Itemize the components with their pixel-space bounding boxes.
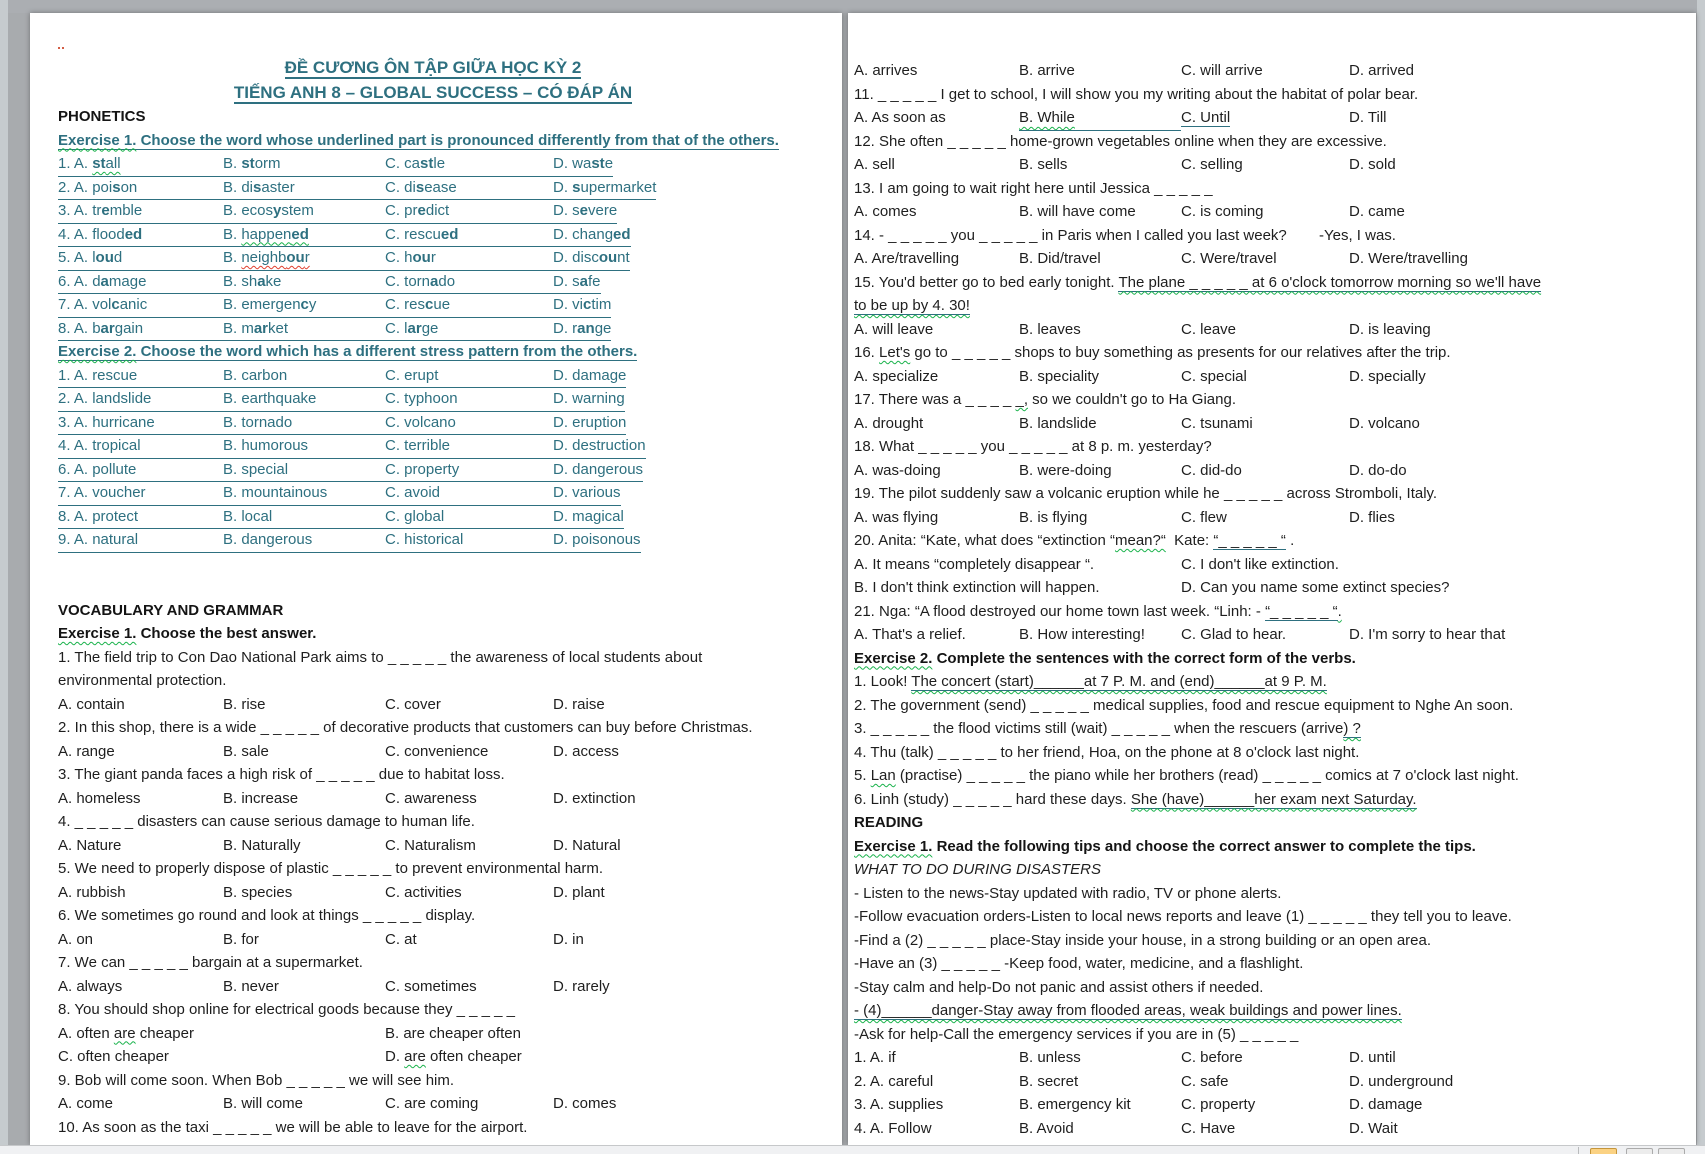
option-cell: D. damage	[553, 366, 627, 384]
question-line: environmental protection.	[58, 672, 227, 689]
option-cell: C. sometimes	[385, 977, 477, 995]
option-cell: C. global	[385, 507, 445, 525]
option-cell: 7. A. volcanic	[58, 296, 148, 313]
option-cell: D. severe	[553, 202, 618, 219]
option-cell: A. was-doing	[854, 461, 941, 479]
option-cell: B. landslide	[1019, 414, 1097, 432]
options-row	[854, 1046, 1686, 1070]
option-cell: D. various	[553, 484, 621, 501]
option-cell: D. underground	[1349, 1072, 1454, 1090]
option-cell: 1. A. stall	[58, 155, 121, 172]
option-cell: A. homeless	[58, 789, 141, 807]
option-cell: D. flies	[1349, 508, 1395, 526]
option-cell: B. sells	[1019, 156, 1068, 173]
option-cell: A. rubbish	[58, 883, 126, 901]
question-line: -Ask for help-Call the emergency services if you are in (5) _ _ _ _ _	[854, 1025, 1299, 1043]
option-cell: A. contain	[58, 695, 125, 713]
option-cell: C. did-do	[1181, 461, 1242, 479]
options-row	[58, 975, 808, 999]
option-cell: B. emergency	[223, 296, 317, 313]
options-row	[58, 1045, 808, 1069]
option-cell: C. before	[1181, 1049, 1243, 1066]
option-cell: D. Wait	[1349, 1119, 1398, 1137]
option-cell: A. often are cheaper	[58, 1024, 194, 1042]
phonetics-options-row	[58, 364, 808, 388]
section-heading: PHONETICS	[58, 108, 146, 125]
option-cell: B. While	[1019, 106, 1181, 131]
option-cell: C. Until	[1181, 109, 1231, 126]
window-edge-left	[0, 0, 8, 1145]
exercise-heading: Exercise 2. Choose the word which has a different stress pattern from the others.	[58, 343, 638, 360]
options-row	[58, 693, 808, 717]
option-cell: A. come	[58, 1095, 114, 1112]
option-cell: 9. A. natural	[58, 531, 139, 548]
option-cell: C. disease	[385, 178, 457, 196]
option-cell: A. always	[58, 977, 123, 995]
window-edge-right	[1697, 0, 1705, 1145]
option-cell: 2. A. poison	[58, 178, 138, 196]
option-cell: C. selling	[1181, 156, 1243, 173]
option-cell: C. castle	[385, 155, 446, 172]
option-cell: B. is flying	[1019, 508, 1088, 526]
option-cell: B. leaves	[1019, 320, 1081, 338]
option-cell: D. victim	[553, 296, 612, 313]
option-cell: B. arrive	[1019, 62, 1075, 79]
options-row	[58, 1022, 808, 1046]
question-line: - Listen to the news-Stay updated with radio, TV or phone alerts.	[854, 884, 1282, 902]
option-cell: C. rescue	[385, 296, 451, 313]
phonetics-options-row	[58, 458, 808, 482]
question-line: -Have an (3) _ _ _ _ _ -Keep food, water, medicine, and a flashlight.	[854, 955, 1304, 972]
option-cell: A. comes	[854, 203, 917, 220]
option-cell: B. are cheaper often	[385, 1024, 521, 1042]
web-layout-button[interactable]	[1658, 1148, 1685, 1154]
option-cell: D. extinction	[553, 789, 636, 807]
option-cell: C. leave	[1181, 320, 1237, 338]
reading-passage-title: WHAT TO DO DURING DISASTERS	[854, 861, 1101, 878]
option-cell: 2. A. careful	[854, 1072, 934, 1090]
phonetics-options-row	[58, 293, 808, 317]
options-row	[854, 623, 1686, 647]
option-cell: D. Natural	[553, 836, 621, 854]
read-mode-button[interactable]	[1590, 1148, 1617, 1154]
question-line: 5. Lan (practise) _ _ _ _ _ the piano while her brothers (read) _ _ _ _ _ comics at 7 o'clock last night.	[854, 767, 1519, 784]
option-cell: B. ecosystem	[223, 202, 314, 219]
phonetics-options-row	[58, 246, 808, 270]
question-text: 14. - _ _ _ _ _ you _ _ _ _ _ in Paris when I called you last week?	[854, 226, 1287, 244]
option-cell: B. neighbour	[223, 249, 310, 266]
option-cell: B. secret	[1019, 1072, 1079, 1090]
question-line: 3. The giant panda faces a high risk of _ _ _ _ _ due to habitat loss.	[58, 766, 505, 783]
option-cell: A. As soon as	[854, 109, 946, 126]
option-cell: D. rarely	[553, 977, 610, 995]
option-cell: B. earthquake	[223, 390, 317, 407]
question-line: 17. There was a _ _ _ _ _, so we couldn't go to Ha Giang.	[854, 391, 1237, 408]
print-layout-button[interactable]	[1626, 1148, 1653, 1154]
exercise-heading: Exercise 1. Choose the word whose underlined part is pronounced differently from that of the others.	[58, 131, 779, 149]
option-cell: C. is coming	[1181, 203, 1264, 220]
option-cell: C. special	[1181, 367, 1247, 385]
option-cell: C. activities	[385, 883, 462, 901]
question-line: 21. Nga: “A flood destroyed our home town last week. “Linh: - “_ _ _ _ _ “.	[854, 602, 1342, 620]
option-cell: D. volcano	[1349, 414, 1420, 432]
question-line: 8. You should shop online for electrical goods because they _ _ _ _ _	[58, 1001, 515, 1018]
option-cell: 4. A. tropical	[58, 437, 141, 454]
option-cell: C. Were/travel	[1181, 250, 1277, 267]
phonetics-options-row	[58, 387, 808, 411]
option-cell: D. poisonous	[553, 531, 641, 548]
option-cell: 6. A. pollute	[58, 460, 137, 478]
question-line: 15. You'd better go to bed early tonight. The plane _ _ _ _ _ at 6 o'clock tomorrow morning so we'll have	[854, 273, 1542, 291]
answer-aside: -Yes, I was.	[1319, 226, 1396, 244]
option-cell: B. will have come	[1019, 203, 1136, 220]
phonetics-options-row	[58, 270, 808, 294]
options-row	[854, 412, 1686, 436]
option-cell: C. erupt	[385, 366, 439, 384]
phonetics-options-row	[58, 176, 808, 200]
question-line: 4. _ _ _ _ _ disasters can cause serious damage to human life.	[58, 813, 475, 830]
option-cell: B. special	[223, 460, 289, 478]
options-row	[854, 59, 1686, 83]
option-cell: B. Avoid	[1019, 1119, 1074, 1137]
options-row	[854, 1117, 1686, 1141]
question-line: 2. The government (send) _ _ _ _ _ medical supplies, food and rescue equipment to Nghe An soon.	[854, 696, 1514, 714]
option-cell: D. waste	[553, 155, 614, 172]
question-line: -Follow evacuation orders-Listen to local news reports and leave (1) _ _ _ _ _ they tell you to leave.	[854, 908, 1512, 925]
option-cell: B. Did/travel	[1019, 250, 1101, 267]
option-cell: C. property	[1181, 1096, 1256, 1113]
option-cell: C. property	[385, 460, 460, 478]
options-row	[854, 247, 1686, 271]
question-line: 10. As soon as the taxi _ _ _ _ _ we will be able to leave for the airport.	[58, 1118, 528, 1136]
phonetics-options-row	[58, 223, 808, 247]
option-cell: D. warning	[553, 390, 625, 407]
question-line	[854, 224, 1686, 248]
options-row	[58, 787, 808, 811]
option-cell: D. changed	[553, 225, 631, 243]
option-cell: 1. A. if	[854, 1049, 896, 1066]
option-cell: D. safe	[553, 272, 601, 290]
blank-line	[58, 552, 808, 576]
annotation-mark	[58, 43, 64, 49]
option-cell: C. awareness	[385, 789, 477, 807]
option-cell: A. sell	[854, 156, 895, 173]
options-row	[58, 834, 808, 858]
option-cell: D. damage	[1349, 1096, 1423, 1113]
phonetics-options-row	[58, 152, 808, 176]
option-cell: C. tsunami	[1181, 414, 1253, 432]
option-cell: C. convenience	[385, 742, 489, 760]
option-cell: A. on	[58, 930, 94, 948]
option-cell: C. large	[385, 319, 439, 337]
option-cell: C. predict	[385, 202, 450, 219]
option-cell: 8. A. bargain	[58, 319, 144, 337]
phonetics-options-row	[58, 199, 808, 223]
option-cell: C. typhoon	[385, 390, 458, 407]
option-cell: D. plant	[553, 883, 605, 901]
option-cell: D. range	[553, 319, 612, 337]
option-cell: B. tornado	[223, 413, 293, 431]
option-cell: D. Till	[1349, 109, 1387, 126]
question-line: to be up by 4. 30!	[854, 297, 970, 314]
option-cell: B. I don't think extinction will happen.	[854, 579, 1100, 596]
option-cell: D. magical	[553, 507, 624, 525]
options-row	[854, 365, 1686, 389]
blank-line	[58, 575, 808, 599]
question-line: 4. Thu (talk) _ _ _ _ _ to her friend, Hoa, on the phone at 8 o'clock last night.	[854, 743, 1360, 761]
option-cell: D. raise	[553, 695, 605, 713]
exercise-heading: Exercise 1. Read the following tips and choose the correct answer to complete the tips.	[854, 837, 1476, 855]
document-title: TIẾNG ANH 8 – GLOBAL SUCCESS – CÓ ĐÁP ÁN	[233, 83, 633, 102]
phonetics-options-row	[58, 528, 808, 552]
option-cell: D. supermarket	[553, 178, 657, 196]
option-cell: B. Naturally	[223, 836, 301, 854]
option-cell: C. often cheaper	[58, 1048, 169, 1065]
question-line: 1. The field trip to Con Dao National Park aims to _ _ _ _ _ the awareness of local students about	[58, 648, 703, 666]
options-row	[854, 318, 1686, 342]
phonetics-options-row	[58, 505, 808, 529]
option-cell: C. Have	[1181, 1119, 1236, 1137]
option-cell: C. avoid	[385, 484, 441, 501]
option-cell: D. until	[1349, 1049, 1396, 1066]
section-heading: VOCABULARY AND GRAMMAR	[58, 601, 284, 619]
page-right[interactable]	[848, 13, 1696, 1145]
option-cell: D. destruction	[553, 437, 646, 454]
option-cell: B. market	[223, 319, 289, 337]
question-line: -Stay calm and help-Do not panic and assist others if needed.	[854, 978, 1264, 996]
option-cell: 7. A. voucher	[58, 484, 146, 501]
option-cell: D. dangerous	[553, 460, 644, 478]
option-cell: D. Were/travelling	[1349, 250, 1468, 267]
phonetics-options-row	[58, 317, 808, 341]
option-cell: D. came	[1349, 203, 1405, 220]
option-cell: A. Nature	[58, 836, 122, 854]
option-cell: A. was flying	[854, 508, 939, 526]
option-cell: B. storm	[223, 155, 281, 172]
option-cell: A. It means “completely disappear “.	[854, 555, 1095, 573]
option-cell: B. emergency kit	[1019, 1096, 1131, 1113]
option-cell: B. speciality	[1019, 367, 1100, 385]
option-cell: D. do-do	[1349, 461, 1407, 479]
option-cell: D. is leaving	[1349, 320, 1431, 338]
option-cell: D. Can you name some extinct species?	[1181, 579, 1450, 596]
option-cell: 4. A. Follow	[854, 1119, 932, 1137]
option-cell: C. hour	[385, 249, 436, 266]
option-cell: 2. A. landslide	[58, 390, 152, 407]
options-row	[854, 1093, 1686, 1117]
question-line: 3. _ _ _ _ _ the flood victims still (wait) _ _ _ _ _ when the rescuers (arrive) ?	[854, 720, 1361, 737]
option-cell: B. carbon	[223, 366, 288, 384]
option-cell: 4. A. flooded	[58, 225, 143, 243]
question-line: 6. Linh (study) _ _ _ _ _ hard these days. She (have)______her exam next Saturday.	[854, 790, 1417, 808]
option-cell: B. disaster	[223, 178, 295, 196]
question-line: -Find a (2) _ _ _ _ _ place-Stay inside your house, in a strong building or an open area.	[854, 931, 1432, 949]
option-cell: 3. A. supplies	[854, 1096, 944, 1113]
option-cell: B. unless	[1019, 1049, 1081, 1066]
question-line: 6. We sometimes go round and look at things _ _ _ _ _ display.	[58, 907, 476, 924]
option-cell: C. historical	[385, 531, 464, 548]
option-cell: 3. A. hurricane	[58, 413, 155, 431]
question-line: - (4)______danger-Stay away from flooded areas, weak buildings and power lines.	[854, 1002, 1402, 1019]
options-row	[58, 928, 808, 952]
options-row	[854, 459, 1686, 483]
option-cell: A. That's a relief.	[854, 626, 966, 643]
document-title: ĐỀ CƯƠNG ÔN TẬP GIỮA HỌC KỲ 2	[284, 58, 582, 77]
question-line: 2. In this shop, there is a wide _ _ _ _ _ of decorative products that customers can buy before Christmas.	[58, 719, 753, 736]
question-line: 19. The pilot suddenly saw a volcanic eruption while he _ _ _ _ _ across Stromboli, Italy.	[854, 485, 1438, 502]
exercise-heading: Exercise 2. Complete the sentences with the correct form of the verbs.	[854, 649, 1356, 667]
question-line: 12. She often _ _ _ _ _ home-grown vegetables online when they are excessive.	[854, 132, 1387, 150]
option-cell: B. were-doing	[1019, 461, 1112, 479]
option-cell: A. specialize	[854, 367, 939, 385]
options-row	[854, 506, 1686, 530]
option-cell: B. mountainous	[223, 484, 328, 501]
options-row	[58, 740, 808, 764]
option-cell: C. I don't like extinction.	[1181, 555, 1339, 573]
options-row	[854, 106, 1686, 130]
option-cell: 8. A. protect	[58, 507, 139, 525]
options-row	[854, 1070, 1686, 1094]
section-heading: READING	[854, 814, 924, 831]
page-left[interactable]	[30, 13, 842, 1145]
option-cell: C. will arrive	[1181, 62, 1263, 79]
option-cell: B. species	[223, 883, 293, 901]
option-cell: D. access	[553, 742, 619, 760]
exercise-heading: Exercise 1. Choose the best answer.	[58, 625, 317, 642]
question-line: 16. Let's go to _ _ _ _ _ shops to buy something as presents for our relatives after the trip.	[854, 344, 1451, 361]
option-cell: D. are often cheaper	[385, 1048, 522, 1065]
option-cell: B. will come	[223, 1095, 304, 1112]
option-cell: B. rise	[223, 695, 266, 713]
option-cell: B. How interesting!	[1019, 626, 1145, 643]
options-row	[854, 576, 1686, 600]
phonetics-options-row	[58, 411, 808, 435]
option-cell: C. rescued	[385, 225, 459, 243]
question-line: 7. We can _ _ _ _ _ bargain at a supermarket.	[58, 954, 363, 971]
option-cell: A. drought	[854, 414, 924, 432]
option-cell: C. volcano	[385, 413, 456, 431]
option-cell: C. safe	[1181, 1072, 1229, 1090]
question-line: 1. Look! The concert (start)______at 7 P. M. and (end)______at 9 P. M.	[854, 673, 1327, 690]
option-cell: D. eruption	[553, 413, 627, 431]
option-cell: B. sale	[223, 742, 269, 760]
option-cell: D. discount	[553, 249, 630, 266]
option-cell: A. arrives	[854, 62, 918, 79]
option-cell: 5. A. loud	[58, 249, 123, 266]
phonetics-options-row	[58, 481, 808, 505]
option-cell: A. Are/travelling	[854, 250, 960, 267]
option-cell: B. happened	[223, 225, 309, 243]
options-row	[58, 881, 808, 905]
option-cell: 3. A. tremble	[58, 202, 143, 219]
options-row	[58, 1092, 808, 1116]
option-cell: C. flew	[1181, 508, 1227, 526]
option-cell: D. I'm sorry to hear that	[1349, 626, 1506, 643]
question-line: 9. Bob will come soon. When Bob _ _ _ _ _ we will see him.	[58, 1071, 455, 1089]
options-row	[854, 153, 1686, 177]
option-cell: D. arrived	[1349, 62, 1415, 79]
question-line: 18. What _ _ _ _ _ you _ _ _ _ _ at 8 p. m. yesterday?	[854, 438, 1212, 455]
option-cell: B. local	[223, 507, 273, 525]
question-line: 11. _ _ _ _ _ I get to school, I will show you my writing about the habitat of polar bear.	[854, 85, 1419, 103]
option-cell: B. dangerous	[223, 531, 313, 548]
option-cell: B. shake	[223, 272, 282, 290]
options-row	[854, 553, 1686, 577]
option-cell: A. will leave	[854, 320, 934, 338]
option-cell: B. increase	[223, 789, 299, 807]
question-line: 13. I am going to wait right here until Jessica _ _ _ _ _	[854, 179, 1213, 197]
phonetics-options-row	[58, 434, 808, 458]
option-cell: C. terrible	[385, 437, 451, 454]
option-cell: 1. A. rescue	[58, 366, 138, 384]
canvas-top-band	[0, 0, 1705, 13]
question-line: 5. We need to properly dispose of plastic _ _ _ _ _ to prevent environmental harm.	[58, 860, 604, 877]
option-cell: 6. A. damage	[58, 272, 147, 290]
option-cell: C. are coming	[385, 1095, 479, 1112]
option-cell: B. for	[223, 930, 259, 948]
option-cell: D. comes	[553, 1095, 617, 1112]
options-row	[854, 200, 1686, 224]
option-cell: C. at	[385, 930, 417, 948]
option-cell: D. sold	[1349, 156, 1396, 173]
option-cell: C. cover	[385, 695, 441, 713]
option-cell: C. Glad to hear.	[1181, 626, 1287, 643]
option-cell: A. range	[58, 742, 115, 760]
option-cell: C. tornado	[385, 272, 456, 290]
option-cell: D. specially	[1349, 367, 1426, 385]
option-cell: D. in	[553, 930, 584, 948]
option-cell: B. humorous	[223, 437, 309, 454]
option-cell: C. Naturalism	[385, 836, 476, 854]
question-line: 20. Anita: “Kate, what does “extinction “mean?“ Kate: “_ _ _ _ _ “ .	[854, 532, 1295, 549]
option-cell: B. never	[223, 977, 279, 995]
